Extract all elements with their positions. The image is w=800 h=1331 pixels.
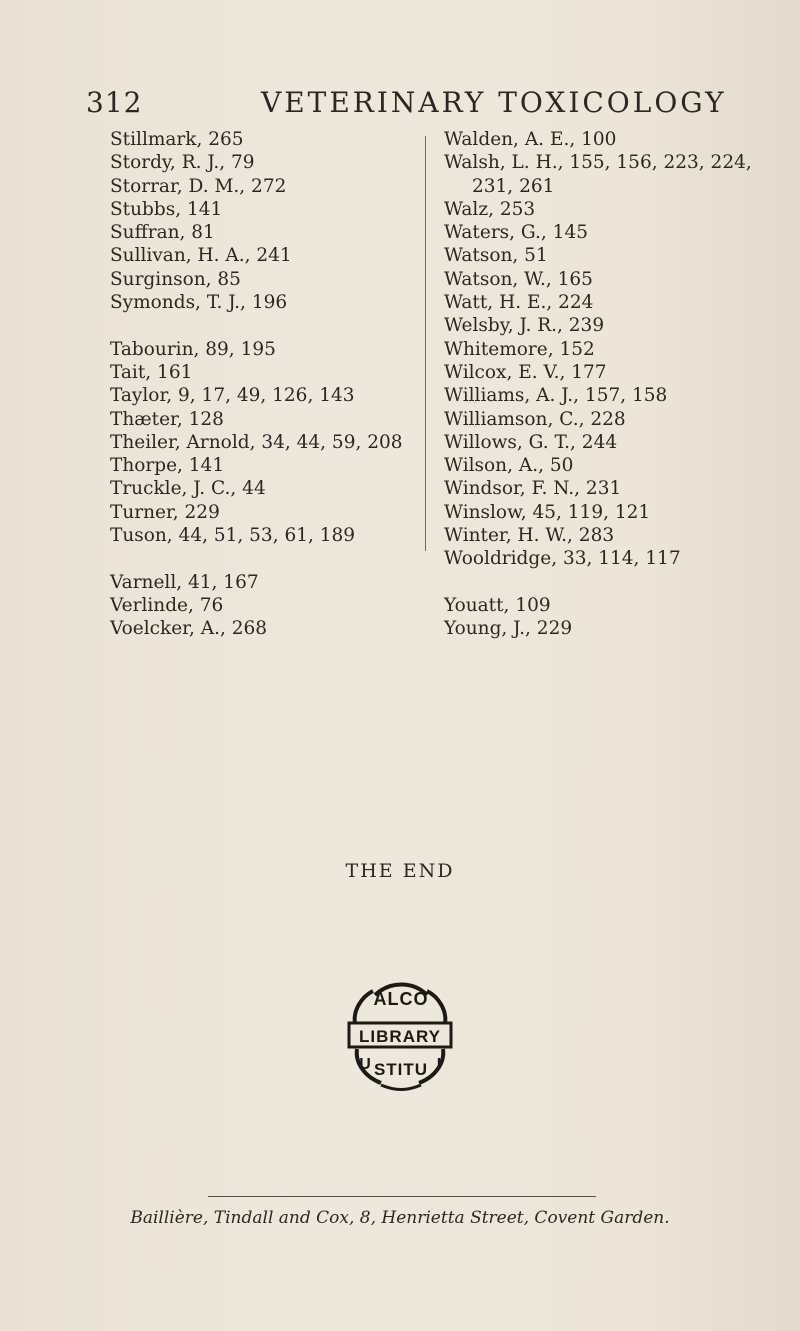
index-entry: Turner, 229 [110,501,220,523]
index-gap [444,571,784,594]
library-stamp-icon [335,975,465,1093]
index-entry: Verlinde, 76 [110,594,224,616]
index-gap [110,314,410,337]
index-entry: Storrar, D. M., 272 [110,175,287,197]
index-entry: Tabourin, 89, 195 [110,338,276,360]
index-entry: Walsh, L. H., 155, 156, 223, 224, [444,152,752,174]
index-entry: Symonds, T. J., 196 [110,292,288,314]
index-entry: Wooldridge, 33, 114, 117 [444,548,681,570]
the-end-text: THE END [345,860,455,882]
index-entry: Taylor, 9, 17, 49, 126, 143 [110,385,355,407]
index-entry: Theiler, Arnold, 34, 44, 59, 208 [110,431,403,453]
index-entry: Williams, A. J., 157, 158 [444,385,668,407]
index-entry: Varnell, 41, 167 [110,571,259,593]
index-entry: Watson, 51 [444,245,548,267]
index-entry: Tait, 161 [110,361,193,383]
page-header [86,86,746,126]
index-entry: Suffran, 81 [110,222,215,244]
index-entry: Welsby, J. R., 239 [444,315,605,337]
column-divider [425,136,426,551]
index-entry: Williamson, C., 228 [444,408,626,430]
stamp-bottom-text: STITU [373,1060,429,1079]
running-title: VETERINARY TOXICOLOGY [261,86,727,119]
index-entry: Stillmark, 265 [110,129,244,150]
index-entry: Watson, W., 165 [444,268,593,290]
index-entry: Surginson, 85 [110,268,241,290]
page-number: 312 [86,86,143,119]
index-entry: Tuson, 44, 51, 53, 61, 189 [110,525,356,547]
index-entry: Winter, H. W., 283 [444,525,615,547]
index-entry: Watt, H. E., 224 [444,292,594,314]
index-entry: Walz, 253 [444,198,536,220]
index-entry: Wilcox, E. V., 177 [444,361,607,383]
stamp-left-text: U [359,1056,371,1073]
stamp-right-text: I [436,1056,442,1073]
index-entry: Thorpe, 141 [110,455,225,477]
index-column-right [444,128,784,641]
index-entry: Thæter, 128 [110,408,224,430]
index-entry: Willows, G. T., 244 [444,431,618,453]
index-entry: Waters, G., 145 [444,222,588,244]
index-column-left [110,128,410,641]
index-entry: Sullivan, H. A., 241 [110,245,292,267]
footer-rule [208,1196,596,1197]
index-entry: Walden, A. E., 100 [444,129,617,150]
index-entry: Winslow, 45, 119, 121 [444,501,651,523]
index-entry: Truckle, J. C., 44 [110,478,266,500]
index-entry: Whitemore, 152 [444,338,595,360]
publisher-imprint: Baillière, Tindall and Cox, 8, Henrietta Street, Covent Garden. [130,1208,670,1228]
index-entry: Wilson, A., 50 [444,455,574,477]
index-gap [110,547,410,570]
index-entry-continuation: 231, 261 [472,175,555,197]
index-entry: Youatt, 109 [444,594,551,616]
index-entry: Stubbs, 141 [110,198,223,220]
index-entry: Stordy, R. J., 79 [110,152,255,174]
index-entry: Windsor, F. N., 231 [444,478,622,500]
index-entry: Young, J., 229 [444,618,573,640]
stamp-top-text: ALCO [373,989,429,1009]
stamp-center-text: LIBRARY [359,1027,441,1046]
index-entry: Voelcker, A., 268 [110,618,268,640]
